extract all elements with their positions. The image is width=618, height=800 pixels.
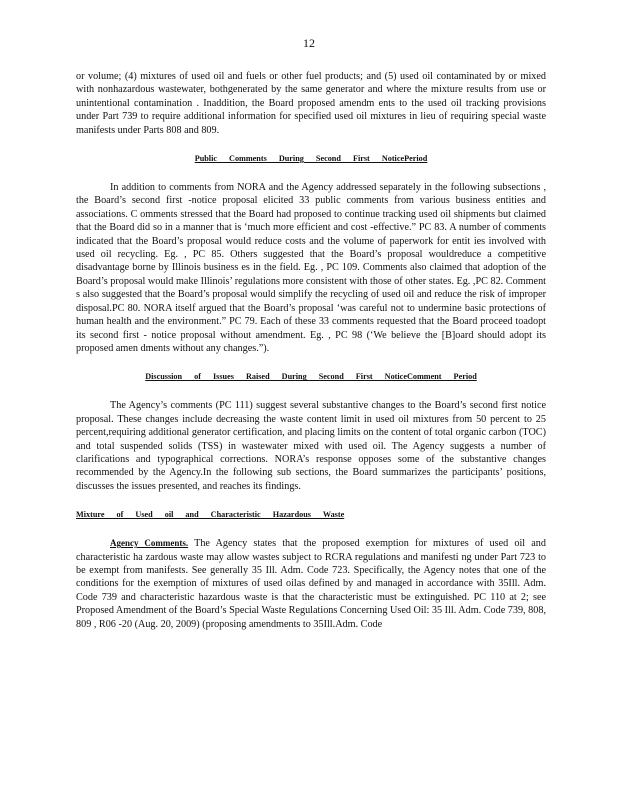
section-heading-discussion <box>76 371 546 383</box>
paragraph-continuation: or volume; (4) mixtures of used oil and fuels or other fuel products; and (5) used oil contaminated by or mixed with nonhazardous wastewater, bothgenerated by the same generator and where the mixture results from use or unintentional contamination . Inaddition, the Board proposed amendm ents to the used oil tracking provisions under Part 739 to require additional information for specified used oil mixtures in lieu of requiring special waste manifests under Parts 808 and 809. <box>76 71 546 136</box>
paragraph-lead-in: Agency Comments. <box>110 538 189 549</box>
paragraph-body: The Agency states that the proposed exemption for mixtures of used oil and characteristic ha zardous waste may allow wastes subject to RCRA regulations and manifesti ng under Part 723 to be exempt from manifests. See generally 35 Ill. Adm. Code 723. Specifically, the Agency notes that one of the conditions for the exemption of mixtures of used oilas defined by and managed in accordance with 35Ill. Adm. Code 739 and characteristic hazardous waste is that the characteristic must be extinguished. PC 110 at 2; see Proposed Amendment of the Board’s Special Waste Regulations Concerning Used Oil: 35 Ill. Adm. Code 739, 808, 809 , R06 -20 (Aug. 20, 2009) (proposing amendments to 35Ill.Adm. Code <box>76 538 546 630</box>
document-body <box>76 70 546 631</box>
subsection-heading-text: Mixture of Used oil and Characteristic Hazardous Waste <box>76 510 345 520</box>
paragraph-agency-comments-summary: The Agency’s comments (PC 111) suggest several substantive changes to the Board’s second first notice proposal. These changes include decreasing the waste content limit in used oil mixtures from 50 percent to 25 percent,requiring additional generator certification, and placing limits on the content of total organic carbon (TOC) and total suspended solids (TSS) in wastewater mixed with used oil. The Agency suggests a number of clarifications and typographical corrections. NORA’s response opposes some of the substantive changes recommended by the Agency.In the following sub sections, the Board summarizes the participants’ positions, discusses the issues presented, and reaches its findings. <box>76 400 546 492</box>
subsection-heading-mixture <box>76 509 546 521</box>
paragraph-agency-comments <box>76 537 546 631</box>
section-heading-public-comments <box>76 153 546 165</box>
section-heading-text: Discussion of Issues Raised During Second First NoticeComment Period <box>145 372 477 382</box>
section-heading-text: Public Comments During Second First NoticePeriod <box>194 154 428 164</box>
page-number: 12 <box>303 36 315 50</box>
paragraph-public-comments: In addition to comments from NORA and the Agency addressed separately in the following subsections , the Board’s second first -notice proposal elicited 33 public comments from various business entities and associations. C omments stressed that the Board had proposed to continue tracking used oil shipments but claimed that the Board did so in a manner that is ‘much more efficient and cost -effective.” PC 83. A number of comments indicated that the Board’s proposal would reduce costs and the volume of paperwork for entit ies involved with used oil recycling. Eg. , PC 85. Others suggested that the Board’s proposal wouldreduce a competitive disadvantage borne by Illinois business es in the field. Eg. , PC 109. Comments also claimed that adoption of the Board’s proposal would make Illinois’ regulations more consistent with those of other states. Eg. ,PC 82. Comment s also suggested that the Board’s proposal would simplify the recycling of used oil and reduce the risk of improper disposal.PC 80. NORA itself argued that the Board’s proposal ‘was careful not to undermine basic protections of human health and the environment.” PC 79. Each of these 33 comments requested that the Board proceed toadopt its second first - notice proposal without amendment. Eg. , PC 98 (‘We believe the [B]oard should adopt its proposed amen dments without any changes.”). <box>76 182 546 354</box>
